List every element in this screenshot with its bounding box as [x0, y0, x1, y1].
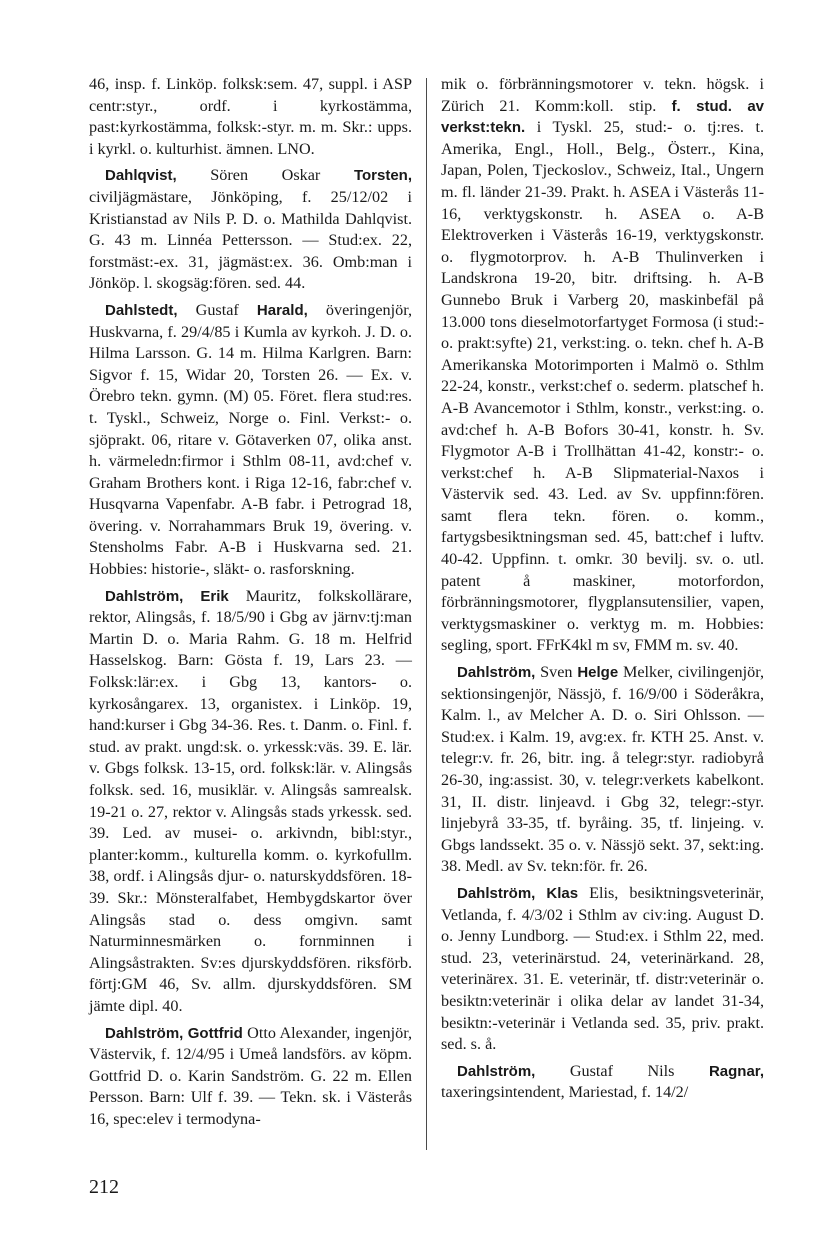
entry-callname: Gottfrid	[187, 1024, 243, 1042]
entry-dahlstedt-gustaf	[89, 300, 412, 581]
entry-given-names	[535, 884, 546, 902]
entry-surname: Dahlström,	[457, 884, 536, 902]
entry-surname: Dahlström,	[105, 1024, 184, 1042]
entry-text: 46, insp. f. Linköp. folksk:sem. 47, suppl. i ASP centr:styr., ordf. i kyrkostämma, past:kyrkostämma, folksk:-styr. m. m. Skr.: upps. i kyrkl. o. kulturhist. ämnen. LNO.	[89, 75, 412, 158]
entry-dahlstrom-ragnar	[441, 1061, 764, 1104]
entry-callname: Torsten,	[353, 167, 412, 185]
entry-given-names: Sören Oskar	[176, 166, 354, 185]
entry-callname: Erik	[200, 587, 229, 605]
entry-dahlstrom-helge	[441, 662, 764, 878]
entry-continuation	[89, 74, 412, 160]
entry-dahlstrom-erik	[89, 586, 412, 1018]
entry-text: mik o. förbränningsmotorer v. tekn. högsk. i Zürich 21. Komm:koll. stip.	[441, 75, 764, 115]
entry-text: civiljägmästare, Jönköping, f. 25/12/02 i Kristianstad av Nils P. D. o. Mathilda Dahlqvist. G. 43 m. Linnéa Pettersson. — Stud:ex. 22, forstmäst:-ex. 31, jägmäst:ex. 36. Omb:man i Jönköp. l. skogsäg:fören. sed. 44.	[89, 187, 412, 293]
entry-text: Otto Alexander, ingenjör, Västervik, f. 12/4/95 i Umeå landsförs. av köpm. Gottfrid D. o. Karin Sandström. G. 22 m. Ellen Persson. Barn: Ulf f. 39. — Tekn. sk. i Västerås 16, spec:elev i termodyna-	[89, 1023, 412, 1128]
entry-callname: Helge	[577, 664, 619, 682]
entry-dahlstrom-gottfrid	[89, 1023, 412, 1131]
entry-bold-phrase: f. stud. av verkst:tekn.	[441, 97, 765, 137]
entry-given-names: Sven	[535, 663, 578, 682]
entry-given-names	[183, 587, 200, 605]
entry-surname: Dahlström,	[457, 664, 536, 682]
entry-callname: Harald,	[256, 301, 308, 319]
entry-text: Elis, besiktningsveterinär, Vetlanda, f. 4/3/02 i Sthlm av civ:ing. August D. o. Jenny Lundborg. — Stud:ex. i Sthlm 22, med. stud. 23, veterinärstud. 24, veterinärkand. 28, veterinärex. 31. E. veterinär, tf. distr:veterinär o. besiktn:veterinär i olika delar av landet 31-34, besiktn:-veterinär i Vetlanda sed. 35, priv. prakt. sed. s. å.	[441, 883, 765, 1054]
column-divider	[426, 78, 427, 1150]
entry-surname: Dahlqvist,	[105, 167, 177, 185]
entry-callname: Klas	[546, 884, 579, 902]
entry-text: Mauritz, folkskollärare, rektor, Alingsås, f. 18/5/90 i Gbg av järnv:tj:man Martin D. o. Maria Rahm. G. 18 m. Helfrid Hasselskog. Barn: Gösta f. 19, Lars 23. — Folksk:lär:ex. i Gbg 13, kantors- o. kyrkosångarex. 13, organistex. i Linköp. 19, hand:kurser i Gbg 34-36. Res. t. Danm. o. Finl. f. stud. av prakt. ungd:sk. o. yrkessk:väs. 39. E. lär. v. Gbgs folksk. 13-15, ord. folksk:lär. v. Alingsås folksk. sed. 16, musiklär. v. Alingsås samrealsk. 19-21 o. 27, rektor v. Alingsås stads yrkessk. sed. 39. Led. av musei- o. arkivndn, bibl:styr., planter:komm., kulturella komm. o. kyrkofullm. 38, ordf. i Alingsås djur- o. naturskyddsfören. 18-39. Skr.: Mönsteralfabet, Hembygdskartor över Alingsås stad o. dess omgivn. samt Naturminnesmärken o. fornminnen i Alingsåstrakten. Sv:es djurskyddsfören. riksförb. förtj:GM 46, Sv. allm. djurskyddsfören. SM jämte dipl. 40.	[89, 586, 412, 1015]
page-number: 212	[89, 1176, 119, 1198]
left-column	[89, 74, 412, 1131]
entry-surname: Dahlstedt,	[105, 301, 178, 319]
entry-surname: Dahlström,	[457, 1062, 536, 1080]
entry-text: taxeringsintendent, Mariestad, f. 14/2/	[441, 1083, 689, 1102]
entry-given-names: Gustaf	[177, 300, 257, 319]
right-column	[441, 74, 764, 1104]
entry-given-names: Gustaf Nils	[535, 1061, 709, 1080]
entry-text: i Tyskl. 25, stud:- o. tj:res. t. Amerika, Engl., Holl., Belg., Österr., Kina, Japan, Polen, Tjeckoslov., Schweiz, Ital., Ungern m. fl. länder 21-39. Prakt. h. ASEA i Västerås 11-16, verktygskonstr. h. ASEA o. A-B Elektroverken i Västerås 16-19, verktygskonstr. o. flygmotorprov. h. A-B Thulinverken i Landskrona 19-20, bitr. driftsing. h. A-B Gunnebo Bruk i Varberg 20, maskinbefäl på 13.000 tons dieselmotorfartyget Formosa (i stud:- o. prakt:syfte) 21, verkst:ing. o. tekn. chef h. A-B Amerikanska Motorimporten i Malmö o. Sthlm 22-24, konstr., verkst:chef o. sederm. platschef h. A-B Avancemotor i Sthlm, konstr., verkst:ing. o. avd:chef h. A-B Bofors 30-41, konstr. h. Sv. Flygmotor A-B i Trollhättan 41-42, konstr:- o. verkst:chef h. A-B Slipmaterial-Naxos i Västervik sed. 43. Led. av Sv. uppfinn:fören. samt flera tekn. fören. o. komm., fartygsbesiktningsman sed. 45, batt:chef i luftv. 40-42. Uppfinn. t. omkr. 30 bevilj. sv. o. utl. patent å maskiner, motorfordon, förbränningsmotorer, flygplansutensilier, vapen, verktygsmaskiner o. verktyg m. m. Hobbies: segling, sport. FFrK4kl m sv, FMM m. sv. 40.	[441, 118, 764, 655]
entry-surname: Dahlström,	[105, 587, 184, 605]
entry-text: överingenjör, Huskvarna, f. 29/4/85 i Kumla av kyrkoh. J. D. o. Hilma Larsson. G. 14 m. Hilma Karlgren. Barn: Sigvor f. 15, Widar 20, Torsten 26. — Ex. v. Örebro tekn. gymn. (M) 05. Föret. flera stud:res. t. Tyskl., Schweiz, Norge o. Finl. Verkst:- o. sjöprakt. 06, ritare v. Götaverken 07, olika anst. h. värmeledn:firmor i Sthlm 08-11, avd:chef v. Graham Brothers kont. i Riga 12-16, fabr:chef v. Husqvarna Vapenfabr. A-B fabr. i Petrograd 18, övering. v. Norrahammars Bruk 19, övering. v. Stensholms Fabr. A-B i Huskvarna sed. 21. Hobbies: historie-, släkt- o. rasforskning.	[89, 300, 413, 579]
entry-dahlqvist-soren	[89, 165, 412, 295]
entry-text: Melker, civilingenjör, sektionsingenjör, Nässjö, f. 16/9/00 i Söderåkra, Kalm. l., av Melcher A. D. o. Siri Ohlsson. — Stud:ex. i Kalm. 19, avg:ex. fr. KTH 25. Anst. v. telegr:v. fr. 26, bitr. ing. å telegr:styr. radiobyrå 26-30, ing:assist. 30, v. telegr:verkets kabelkont. 31, II. distr. linjeavd. i Gbg 32, telegr:-styr. linjebyrå 33-35, tf. byråing. 35, tf. linjeing. v. Gbgs landssekt. 35 o. v. Nässjö sekt. 37, sekt:ing. 38. Medl. av Sv. tekn:för. fr. 26.	[441, 663, 764, 876]
entry-callname: Ragnar,	[708, 1062, 764, 1080]
entry-continuation	[441, 74, 764, 657]
entry-dahlstrom-klas	[441, 883, 764, 1056]
